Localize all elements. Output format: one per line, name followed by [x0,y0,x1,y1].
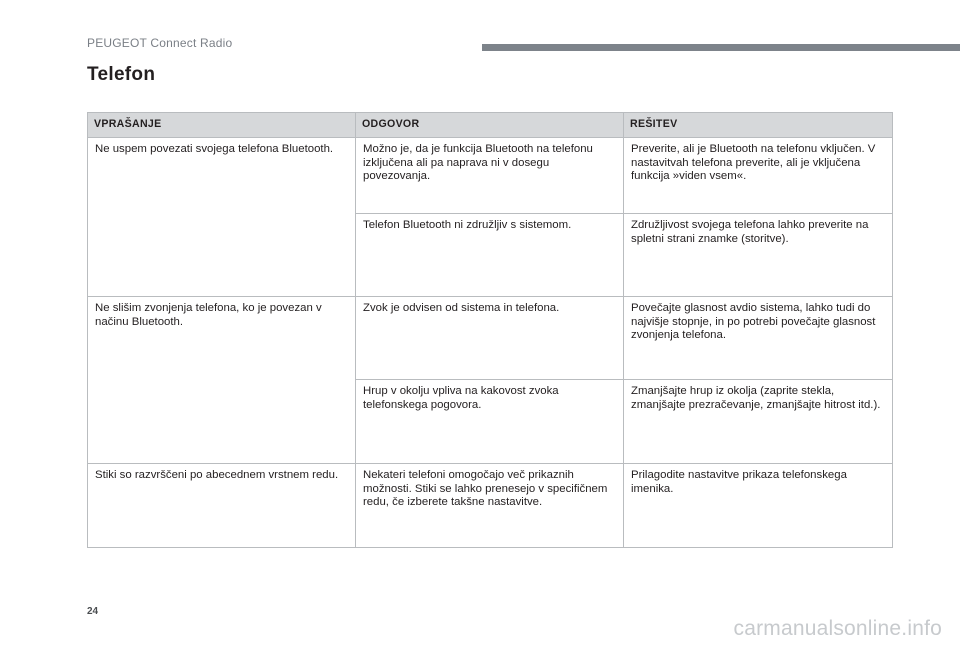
solution-cell: Združljivost svojega telefona lahko preverite na spletni strani znamke (storitve). [624,214,893,297]
page-number: 24 [87,606,99,617]
answer-cell: Možno je, da je funkcija Bluetooth na telefonu izključena ali pa naprava ni v dosegu povezovanja. [356,138,624,214]
table-row [88,464,893,548]
column-header-solution: REŠITEV [624,113,893,138]
answer-cell: Hrup v okolju vpliva na kakovost zvoka telefonskega pogovora. [356,380,624,464]
question-cell: Stiki so razvrščeni po abecednem vrstnem redu. [88,464,356,548]
column-header-question: VPRAŠANJE [88,113,356,138]
solution-cell: Prilagodite nastavitve prikaza telefonskega imenika. [624,464,893,548]
answer-cell: Nekateri telefoni omogočajo več prikaznih možnosti. Stiki se lahko prenesejo v specifičnem redu, če izberete takšne nastavitve. [356,464,624,548]
watermark-text: carmanualsonline.info [733,617,942,640]
question-cell: Ne slišim zvonjenja telefona, ko je povezan v načinu Bluetooth. [88,297,356,464]
solution-cell: Zmanjšajte hrup iz okolja (zaprite stekla, zmanjšajte prezračevanje, zmanjšajte hitrost itd.). [624,380,893,464]
solution-cell: Preverite, ali je Bluetooth na telefonu vključen. V nastavitvah telefona preverite, ali je vključena funkcija »viden vsem«. [624,138,893,214]
section-title: Telefon [87,64,156,85]
answer-cell: Zvok je odvisen od sistema in telefona. [356,297,624,380]
header-bar [482,44,960,51]
manual-title: PEUGEOT Connect Radio [87,36,233,50]
table-row [88,138,893,214]
answer-cell: Telefon Bluetooth ni združljiv s sistemom. [356,214,624,297]
question-cell: Ne uspem povezati svojega telefona Bluetooth. [88,138,356,297]
solution-cell: Povečajte glasnost avdio sistema, lahko tudi do najvišje stopnje, in po potrebi povečajte glasnost zvonjenja telefona. [624,297,893,380]
column-header-answer: ODGOVOR [356,113,624,138]
table-row [88,297,893,380]
troubleshooting-table [87,112,893,548]
table-header-row [88,113,893,138]
